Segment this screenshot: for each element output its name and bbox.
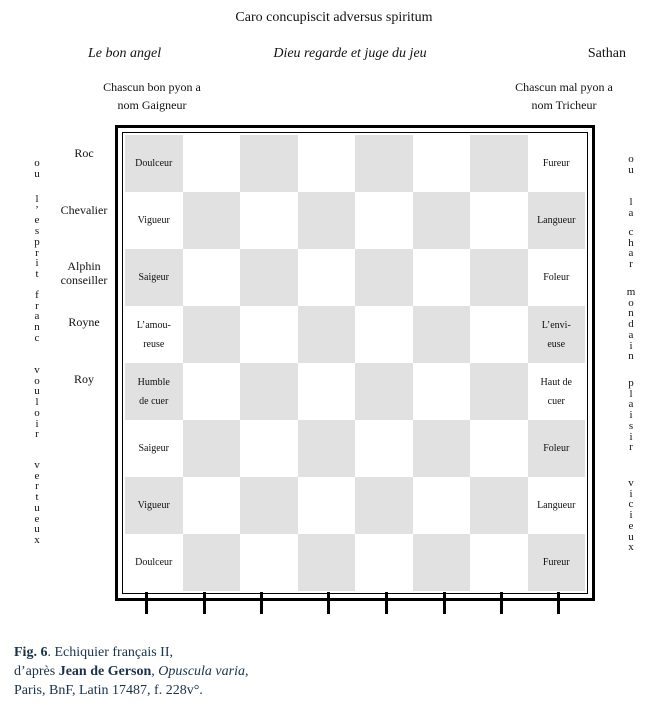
board-square: [240, 420, 298, 477]
evil-pawn-name: [494, 78, 634, 114]
header-good-angel: Le bon angel: [88, 46, 162, 61]
header-satan: Sathan: [587, 46, 626, 61]
cell-evil-king: [528, 363, 586, 420]
cell-evil-knight-2: Langueur: [528, 477, 586, 534]
good-pawn-line2: nom Gaigneur: [117, 98, 187, 112]
board-square: [470, 249, 528, 306]
board-square: [298, 534, 356, 591]
caption-line3: Paris, BnF, Latin 17487, f. 228v°.: [14, 683, 203, 698]
good-queen-line2: reuse: [143, 338, 165, 350]
board-square: [298, 192, 356, 249]
board-square: [240, 477, 298, 534]
right-vertical-ou: o u: [628, 153, 634, 176]
board-leg: [327, 592, 330, 614]
good-queen-line1: L’amou-: [136, 319, 171, 331]
chessboard-grid: [125, 135, 585, 591]
left-vertical-franc: f r a n c: [34, 289, 40, 344]
board-square: [355, 192, 413, 249]
left-vertical-vertueux: v e r t u e u x: [34, 459, 40, 546]
cell-good-rook: Doulceur: [125, 135, 183, 192]
left-vertical-ou: o u: [34, 157, 40, 180]
cell-good-knight: Vigueur: [125, 192, 183, 249]
row-label-royne: Royne: [68, 315, 100, 329]
cell-evil-bishop: Foleur: [528, 249, 586, 306]
board-leg: [385, 592, 388, 614]
evil-king-line1: Haut de: [540, 376, 572, 388]
evil-king-line2: cuer: [547, 395, 565, 407]
board-square: [355, 306, 413, 363]
board-square: [355, 363, 413, 420]
cell-good-bishop: Saigeur: [125, 249, 183, 306]
board-square: [355, 534, 413, 591]
good-pawn-name: [82, 78, 222, 114]
right-vertical-plaisir: p l a i s i r: [628, 377, 634, 454]
board-square: [413, 534, 471, 591]
cell-good-queen: [125, 306, 183, 363]
left-vertical-vouloir: v o u l o i r: [34, 364, 40, 441]
board-square: [183, 477, 241, 534]
right-vertical-vicieux: v i c i e u x: [628, 477, 634, 554]
board-leg: [145, 592, 148, 614]
good-pawn-line1: Chascun bon pyon a: [103, 80, 201, 94]
board-square: [298, 249, 356, 306]
chessboard: [115, 125, 595, 601]
caption-line1-text: . Echiquier français II,: [47, 645, 174, 660]
board-square: [183, 135, 241, 192]
board-square: [470, 192, 528, 249]
board-square: [240, 306, 298, 363]
cell-evil-knight: Langueur: [528, 192, 586, 249]
evil-pawn-line1: Chascun mal pyon a: [515, 80, 613, 94]
board-square: [183, 363, 241, 420]
board-square: [470, 306, 528, 363]
caption-fig-number: Fig. 6: [14, 645, 48, 660]
board-square: [183, 192, 241, 249]
board-square: [413, 363, 471, 420]
board-square: [298, 306, 356, 363]
cell-good-bishop-2: Saigeur: [125, 420, 183, 477]
diagram-title: Caro concupiscit adversus spiritum: [235, 10, 433, 25]
board-square: [298, 420, 356, 477]
board-square: [240, 363, 298, 420]
board-leg: [500, 592, 503, 614]
board-square: [413, 420, 471, 477]
caption-line2: [14, 662, 248, 681]
evil-queen-line2: euse: [547, 338, 566, 350]
board-square: [355, 135, 413, 192]
row-label-chevalier: Chevalier: [60, 203, 108, 217]
evil-queen-line1: L’envi-: [541, 319, 571, 331]
board-square: [413, 135, 471, 192]
board-square: [240, 192, 298, 249]
board-square: [298, 363, 356, 420]
board-square: [355, 249, 413, 306]
caption-line2-mid: ,: [151, 664, 159, 679]
board-square: [298, 477, 356, 534]
figure-caption: [14, 643, 248, 700]
board-square: [240, 534, 298, 591]
cell-good-knight-2: Vigueur: [125, 477, 183, 534]
row-label-conseiller: conseiller: [60, 273, 108, 287]
cell-evil-bishop-2: Foleur: [528, 420, 586, 477]
board-square: [470, 135, 528, 192]
caption-line1: [14, 643, 248, 662]
board-square: [355, 477, 413, 534]
board-square: [355, 420, 413, 477]
caption-line2-end: ,: [244, 664, 249, 679]
board-leg: [557, 592, 560, 614]
board-square: [413, 249, 471, 306]
board-square: [413, 306, 471, 363]
good-king-line2: de cuer: [139, 395, 169, 407]
cell-good-rook-2: Doulceur: [125, 534, 183, 591]
board-leg: [260, 592, 263, 614]
board-square: [183, 249, 241, 306]
good-king-line1: Humble: [137, 376, 170, 388]
right-vertical-la: l a: [628, 196, 634, 219]
board-leg: [443, 592, 446, 614]
board-square: [470, 363, 528, 420]
board-square: [470, 534, 528, 591]
cell-evil-rook: Fureur: [528, 135, 586, 192]
right-vertical-mondain: m o n d a i n: [626, 286, 636, 363]
cell-evil-rook-2: Fureur: [528, 534, 586, 591]
board-square: [470, 477, 528, 534]
left-vertical-esprit: l ’ e s p r i t: [34, 193, 40, 280]
cell-evil-queen: [528, 306, 586, 363]
row-label-roy: Roy: [73, 372, 94, 386]
board-square: [240, 249, 298, 306]
board-square: [183, 306, 241, 363]
caption-author: Jean de Gerson: [58, 664, 152, 679]
board-leg: [203, 592, 206, 614]
row-label-roc: Roc: [74, 146, 94, 160]
board-square: [183, 420, 241, 477]
board-square: [413, 192, 471, 249]
chessboard-inner-frame: [122, 132, 588, 594]
row-label-alphin: Alphin: [67, 259, 101, 273]
board-square: [298, 135, 356, 192]
cell-good-king: [125, 363, 183, 420]
board-square: [183, 534, 241, 591]
right-vertical-char: c h a r: [628, 226, 634, 271]
board-square: [470, 420, 528, 477]
evil-pawn-line2: nom Tricheur: [531, 98, 597, 112]
caption-work: Opuscula varia: [158, 664, 245, 679]
caption-line2-pre: d’après: [14, 664, 59, 679]
header-god: Dieu regarde et juge du jeu: [273, 46, 427, 61]
board-square: [240, 135, 298, 192]
board-square: [413, 477, 471, 534]
